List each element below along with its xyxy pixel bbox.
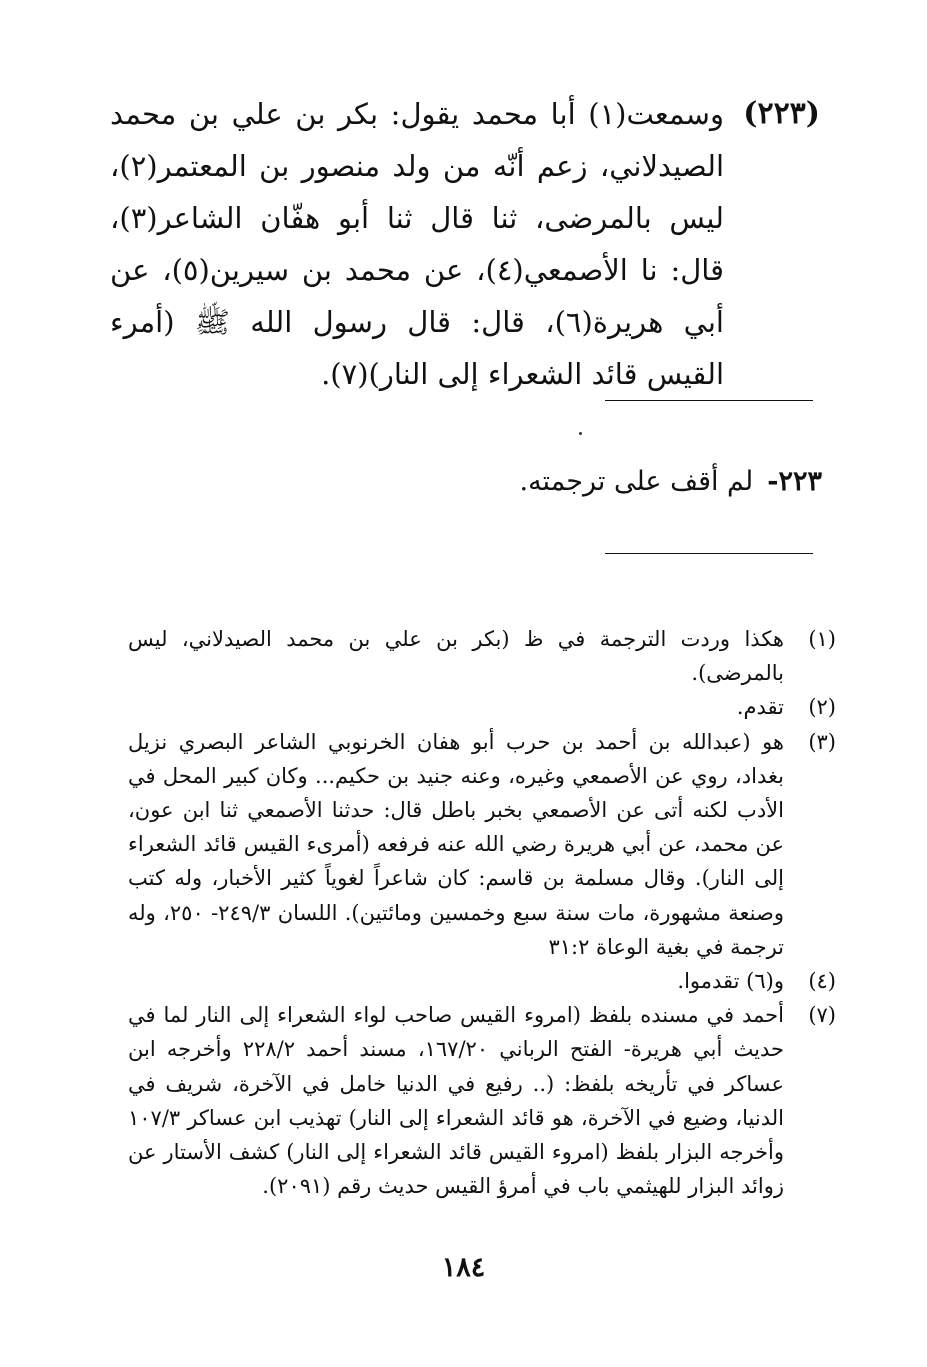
commentary-text: لم أقف على ترجمته. [519,466,754,497]
commentary-entry [300,462,822,502]
section-divider-bottom [605,553,813,554]
footnote-text: تقدم. [736,695,784,720]
footnote [128,690,840,724]
footnote-text: هو (عبدالله بن أحمد بن حرب أبو هفان الخرنوبي الشاعر البصري نزيل بغداد، روي عن الأصمعي وغيره، وعنه جنيد بن حكيم... وكان كبير المحل في الأدب لكنه أتى عن الأصمعي بخبر باطل قال: حدثنا الأصمعي ثنا ابن عون، عن محمد، عن أبي هريرة رضي الله عنه فرفعه (أمرىء القيس قائد الشعراء إلى النار). وقال مسلمة بن قاسم: كان شاعراً لغوياً كثير الأخبار، وله كتب وصنعة مشهورة، مات سنة سبع وخمسين ومائتين). اللسان ٢٤٩/٣- ٢٥٠، وله ترجمة في بغية الوعاة ٣١:٢ [128,729,784,959]
footnote-marker: (٧) [808,1003,836,1028]
footnote-marker: (٣) [808,729,836,754]
hadith-entry [110,88,820,400]
hadith-number: (٢٢٣) [743,96,820,131]
footnotes-list [128,622,840,1203]
footnote [128,725,840,964]
scan-speck [579,432,582,435]
footnote-text: و(٦) تقدموا. [677,969,784,994]
footnote [128,998,840,1203]
footnote-marker: (٢) [808,695,836,720]
footnote-marker: (٤) [808,969,836,994]
page-number: ١٨٤ [441,1252,486,1283]
footnote-text: أحمد في مسنده بلفظ (امروء القيس صاحب لواء الشعراء إلى النار لما في حديث أبي هريرة- الفتح الرباني ١٦٧/٢٠، مسند أحمد ٢٢٨/٢ وأخرجه ابن عساكر في تأريخه بلفظ: (.. رفيع في الدنيا خامل في الآخرة، شريف في الدنيا، وضيع في الآخرة، هو قائد الشعراء إلى النار) تهذيب ابن عساكر ١٠٧/٣ وأخرجه البزار بلفظ (امروء القيس قائد الشعراء إلى النار) كشف الأستار عن زوائد البزار للهيثمي باب في أمرؤ القيس حديث رقم (٢٠٩١). [128,1003,784,1199]
footnote-marker: (١) [808,627,836,651]
footnote-text: هكذا وردت الترجمة في ظ (بكر بن علي بن محمد الصيدلاني، ليس بالمرضى). [128,627,784,686]
section-divider-top [605,400,813,401]
footnote [128,622,840,690]
footnote [128,964,840,998]
hadith-text: وسمعت(١) أبا محمد يقول: بكر بن علي بن محمد الصيدلاني، زعم أنّه من ولد منصور بن المعتمر(٢)، ليس بالمرضى، ثنا قال ثنا أبو هفّان الشاعر(٣)، قال: نا الأصمعي(٤)، عن محمد بن سيرين(٥)، عن أبي هريرة(٦)، قال: قال رسول الله ﷺ (أمرء القيس قائد الشعراء إلى النار)(٧). [110,97,724,391]
commentary-number: ٢٢٣- [767,466,822,497]
